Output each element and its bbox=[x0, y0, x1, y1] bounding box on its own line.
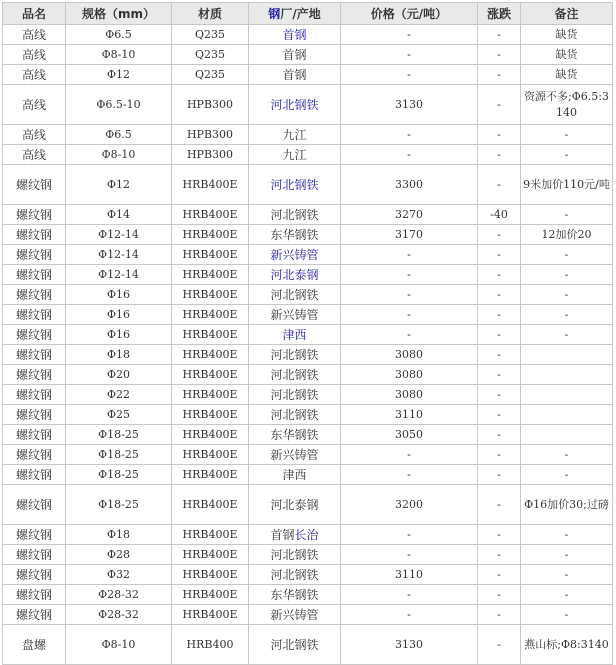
cell-spec: Φ16 bbox=[66, 285, 172, 305]
cell-name: 螺纹钢 bbox=[3, 605, 66, 625]
cell-note: - bbox=[521, 205, 613, 225]
cell-name: 盘螺 bbox=[3, 625, 66, 665]
cell-name: 螺纹钢 bbox=[3, 285, 66, 305]
cell-material: HRB400E bbox=[172, 565, 249, 585]
cell-change: - bbox=[478, 265, 521, 285]
cell-change: - bbox=[478, 625, 521, 665]
table-row bbox=[3, 265, 613, 285]
cell-material: HRB400E bbox=[172, 285, 249, 305]
cell-mill: 河北钢铁 bbox=[249, 205, 341, 225]
table-row bbox=[3, 25, 613, 45]
cell-material: HRB400E bbox=[172, 465, 249, 485]
table-row bbox=[3, 385, 613, 405]
cell-spec: Φ8-10 bbox=[66, 625, 172, 665]
cell-note: 资源不多;Φ6.5:3140 bbox=[521, 85, 613, 125]
cell-spec: Φ16 bbox=[66, 305, 172, 325]
cell-mill: 东华钢铁 bbox=[249, 425, 341, 445]
cell-note: - bbox=[521, 585, 613, 605]
cell-mill: 河北钢铁 bbox=[249, 545, 341, 565]
cell-material: HRB400E bbox=[172, 385, 249, 405]
cell-spec: Φ18-25 bbox=[66, 465, 172, 485]
cell-material: HRB400E bbox=[172, 165, 249, 205]
cell-name: 螺纹钢 bbox=[3, 325, 66, 345]
cell-name: 螺纹钢 bbox=[3, 585, 66, 605]
cell-price: - bbox=[341, 265, 478, 285]
cell-mill: 新兴铸管 bbox=[249, 245, 341, 265]
cell-name: 螺纹钢 bbox=[3, 365, 66, 385]
cell-note: - bbox=[521, 285, 613, 305]
cell-note bbox=[521, 425, 613, 445]
cell-price: 3050 bbox=[341, 425, 478, 445]
cell-spec: Φ18 bbox=[66, 525, 172, 545]
cell-price: 3080 bbox=[341, 385, 478, 405]
cell-name: 螺纹钢 bbox=[3, 345, 66, 365]
cell-name: 螺纹钢 bbox=[3, 305, 66, 325]
cell-spec: Φ12 bbox=[66, 165, 172, 205]
cell-note: - bbox=[521, 525, 613, 545]
cell-price: - bbox=[341, 65, 478, 85]
cell-change: - bbox=[478, 345, 521, 365]
cell-change: - bbox=[478, 225, 521, 245]
cell-mill: 河北钢铁 bbox=[249, 625, 341, 665]
cell-name: 高线 bbox=[3, 25, 66, 45]
cell-spec: Φ6.5-10 bbox=[66, 85, 172, 125]
cell-change: - bbox=[478, 605, 521, 625]
table-row bbox=[3, 205, 613, 225]
cell-name: 螺纹钢 bbox=[3, 265, 66, 285]
cell-note: 缺货 bbox=[521, 25, 613, 45]
cell-material: HRB400E bbox=[172, 585, 249, 605]
cell-name: 螺纹钢 bbox=[3, 205, 66, 225]
table-row bbox=[3, 165, 613, 205]
table-row bbox=[3, 565, 613, 585]
cell-change: - bbox=[478, 145, 521, 165]
cell-note: Φ16加价30;过磅 bbox=[521, 485, 613, 525]
cell-material: HRB400E bbox=[172, 405, 249, 425]
cell-spec: Φ20 bbox=[66, 365, 172, 385]
cell-spec: Φ6.5 bbox=[66, 25, 172, 45]
cell-note: 12加价20 bbox=[521, 225, 613, 245]
cell-note: - bbox=[521, 145, 613, 165]
cell-price: 3130 bbox=[341, 85, 478, 125]
cell-name: 高线 bbox=[3, 145, 66, 165]
cell-price: 3080 bbox=[341, 345, 478, 365]
cell-change: - bbox=[478, 125, 521, 145]
cell-price: 3110 bbox=[341, 565, 478, 585]
cell-mill: 新兴铸管 bbox=[249, 605, 341, 625]
cell-change: - bbox=[478, 385, 521, 405]
header-price: 价格（元/吨） bbox=[341, 3, 478, 25]
table-row bbox=[3, 465, 613, 485]
cell-mill: 河北钢铁 bbox=[249, 85, 341, 125]
cell-change: - bbox=[478, 445, 521, 465]
cell-note: 缺货 bbox=[521, 45, 613, 65]
header-name: 品名 bbox=[3, 3, 66, 25]
cell-name: 螺纹钢 bbox=[3, 445, 66, 465]
cell-note: - bbox=[521, 125, 613, 145]
cell-name: 高线 bbox=[3, 85, 66, 125]
cell-mill: 东华钢铁 bbox=[249, 225, 341, 245]
cell-change: - bbox=[478, 565, 521, 585]
header-change: 涨跌 bbox=[478, 3, 521, 25]
cell-mill: 河北泰钢 bbox=[249, 485, 341, 525]
cell-price: - bbox=[341, 525, 478, 545]
cell-name: 螺纹钢 bbox=[3, 385, 66, 405]
cell-price: - bbox=[341, 145, 478, 165]
cell-name: 高线 bbox=[3, 125, 66, 145]
cell-material: HRB400E bbox=[172, 325, 249, 345]
cell-note bbox=[521, 365, 613, 385]
cell-price: - bbox=[341, 325, 478, 345]
cell-spec: Φ12-14 bbox=[66, 245, 172, 265]
cell-mill: 首钢 bbox=[249, 25, 341, 45]
cell-mill-part-b: 长治 bbox=[294, 527, 319, 542]
table-row bbox=[3, 365, 613, 385]
cell-name: 螺纹钢 bbox=[3, 405, 66, 425]
cell-change: - bbox=[478, 65, 521, 85]
cell-change: - bbox=[478, 325, 521, 345]
cell-mill: 新兴铸管 bbox=[249, 305, 341, 325]
cell-note: - bbox=[521, 325, 613, 345]
cell-change: - bbox=[478, 365, 521, 385]
table-row bbox=[3, 445, 613, 465]
cell-mill: 河北钢铁 bbox=[249, 565, 341, 585]
table-row bbox=[3, 425, 613, 445]
cell-name: 螺纹钢 bbox=[3, 245, 66, 265]
cell-note: - bbox=[521, 605, 613, 625]
table-row bbox=[3, 145, 613, 165]
table-row bbox=[3, 345, 613, 365]
header-material: 材质 bbox=[172, 3, 249, 25]
cell-spec: Φ18-25 bbox=[66, 485, 172, 525]
cell-spec: Φ16 bbox=[66, 325, 172, 345]
cell-mill: 津西 bbox=[249, 325, 341, 345]
cell-note: 9米加价110元/吨 bbox=[521, 165, 613, 205]
cell-change: - bbox=[478, 285, 521, 305]
cell-name: 螺纹钢 bbox=[3, 485, 66, 525]
cell-spec: Φ32 bbox=[66, 565, 172, 585]
cell-material: HRB400 bbox=[172, 625, 249, 665]
cell-name: 螺纹钢 bbox=[3, 165, 66, 205]
cell-change: - bbox=[478, 545, 521, 565]
table-row bbox=[3, 325, 613, 345]
cell-material: Q235 bbox=[172, 45, 249, 65]
cell-mill: 九江 bbox=[249, 145, 341, 165]
cell-name: 螺纹钢 bbox=[3, 225, 66, 245]
table-row bbox=[3, 485, 613, 525]
cell-material: HRB400E bbox=[172, 605, 249, 625]
cell-note: - bbox=[521, 445, 613, 465]
cell-price: 3200 bbox=[341, 485, 478, 525]
cell-material: HRB400E bbox=[172, 445, 249, 465]
header-spec: 规格（mm） bbox=[66, 3, 172, 25]
cell-mill: 津西 bbox=[249, 465, 341, 485]
cell-spec: Φ28-32 bbox=[66, 585, 172, 605]
cell-change: - bbox=[478, 165, 521, 205]
cell-spec: Φ6.5 bbox=[66, 125, 172, 145]
cell-name: 螺纹钢 bbox=[3, 425, 66, 445]
cell-material: HPB300 bbox=[172, 145, 249, 165]
table-row bbox=[3, 225, 613, 245]
cell-name: 高线 bbox=[3, 65, 66, 85]
table-row bbox=[3, 405, 613, 425]
cell-mill: 河北钢铁 bbox=[249, 285, 341, 305]
cell-change: - bbox=[478, 305, 521, 325]
cell-price: - bbox=[341, 605, 478, 625]
cell-material: HRB400E bbox=[172, 485, 249, 525]
cell-mill bbox=[249, 525, 341, 545]
cell-price: 3080 bbox=[341, 365, 478, 385]
cell-note: 燕山标;Φ8:3140 bbox=[521, 625, 613, 665]
cell-price: - bbox=[341, 125, 478, 145]
cell-price: 3170 bbox=[341, 225, 478, 245]
cell-material: HRB400E bbox=[172, 545, 249, 565]
header-note: 备注 bbox=[521, 3, 613, 25]
cell-name: 螺纹钢 bbox=[3, 465, 66, 485]
cell-note bbox=[521, 385, 613, 405]
cell-spec: Φ22 bbox=[66, 385, 172, 405]
cell-note bbox=[521, 405, 613, 425]
cell-mill: 河北钢铁 bbox=[249, 385, 341, 405]
cell-mill: 首钢 bbox=[249, 65, 341, 85]
table-row bbox=[3, 625, 613, 665]
cell-spec: Φ18-25 bbox=[66, 425, 172, 445]
cell-price: - bbox=[341, 285, 478, 305]
table-row bbox=[3, 85, 613, 125]
cell-material: HRB400E bbox=[172, 365, 249, 385]
cell-name: 螺纹钢 bbox=[3, 565, 66, 585]
cell-material: HRB400E bbox=[172, 265, 249, 285]
cell-change: - bbox=[478, 85, 521, 125]
cell-spec: Φ14 bbox=[66, 205, 172, 225]
cell-material: Q235 bbox=[172, 65, 249, 85]
cell-note: 缺货 bbox=[521, 65, 613, 85]
cell-price: 3110 bbox=[341, 405, 478, 425]
cell-material: HRB400E bbox=[172, 525, 249, 545]
cell-note: - bbox=[521, 265, 613, 285]
cell-spec: Φ12 bbox=[66, 65, 172, 85]
cell-note: - bbox=[521, 545, 613, 565]
cell-change: - bbox=[478, 425, 521, 445]
table-row bbox=[3, 245, 613, 265]
cell-change: - bbox=[478, 585, 521, 605]
cell-spec: Φ28 bbox=[66, 545, 172, 565]
cell-name: 螺纹钢 bbox=[3, 545, 66, 565]
cell-price: - bbox=[341, 585, 478, 605]
cell-change: - bbox=[478, 25, 521, 45]
table-row bbox=[3, 45, 613, 65]
cell-change: - bbox=[478, 45, 521, 65]
cell-change: -40 bbox=[478, 205, 521, 225]
cell-change: - bbox=[478, 245, 521, 265]
table-row bbox=[3, 545, 613, 565]
cell-price: - bbox=[341, 245, 478, 265]
cell-material: HPB300 bbox=[172, 125, 249, 145]
cell-change: - bbox=[478, 485, 521, 525]
cell-material: HRB400E bbox=[172, 305, 249, 325]
cell-note bbox=[521, 345, 613, 365]
cell-material: HRB400E bbox=[172, 205, 249, 225]
header-mill-part-a: 钢 bbox=[268, 6, 281, 21]
cell-price: 3130 bbox=[341, 625, 478, 665]
cell-note: - bbox=[521, 245, 613, 265]
header-mill bbox=[249, 3, 341, 25]
header-mill-part-b: 厂/产地 bbox=[280, 6, 321, 21]
cell-note: - bbox=[521, 565, 613, 585]
cell-mill: 河北钢铁 bbox=[249, 345, 341, 365]
cell-price: - bbox=[341, 465, 478, 485]
cell-spec: Φ28-32 bbox=[66, 605, 172, 625]
cell-price: 3270 bbox=[341, 205, 478, 225]
cell-change: - bbox=[478, 405, 521, 425]
table-row bbox=[3, 525, 613, 545]
cell-material: HRB400E bbox=[172, 425, 249, 445]
cell-mill: 河北钢铁 bbox=[249, 365, 341, 385]
cell-change: - bbox=[478, 465, 521, 485]
cell-spec: Φ18 bbox=[66, 345, 172, 365]
cell-spec: Φ8-10 bbox=[66, 45, 172, 65]
cell-note: - bbox=[521, 305, 613, 325]
cell-name: 高线 bbox=[3, 45, 66, 65]
table-row bbox=[3, 285, 613, 305]
cell-spec: Φ18-25 bbox=[66, 445, 172, 465]
cell-mill: 河北钢铁 bbox=[249, 165, 341, 205]
cell-price: - bbox=[341, 445, 478, 465]
table-row bbox=[3, 65, 613, 85]
cell-price: - bbox=[341, 25, 478, 45]
cell-material: Q235 bbox=[172, 25, 249, 45]
cell-material: HRB400E bbox=[172, 225, 249, 245]
header-row bbox=[3, 3, 613, 25]
cell-spec: Φ12-14 bbox=[66, 225, 172, 245]
cell-price: 3300 bbox=[341, 165, 478, 205]
cell-mill: 九江 bbox=[249, 125, 341, 145]
cell-mill: 东华钢铁 bbox=[249, 585, 341, 605]
cell-material: HRB400E bbox=[172, 345, 249, 365]
cell-material: HRB400E bbox=[172, 245, 249, 265]
cell-spec: Φ25 bbox=[66, 405, 172, 425]
table-row bbox=[3, 125, 613, 145]
cell-price: - bbox=[341, 305, 478, 325]
table-row bbox=[3, 585, 613, 605]
cell-mill: 河北泰钢 bbox=[249, 265, 341, 285]
cell-price: - bbox=[341, 45, 478, 65]
cell-change: - bbox=[478, 525, 521, 545]
cell-material: HPB300 bbox=[172, 85, 249, 125]
cell-mill-part-a: 首钢 bbox=[270, 527, 295, 542]
table-row bbox=[3, 305, 613, 325]
cell-mill: 新兴铸管 bbox=[249, 445, 341, 465]
cell-spec: Φ12-14 bbox=[66, 265, 172, 285]
cell-name: 螺纹钢 bbox=[3, 525, 66, 545]
table-row bbox=[3, 605, 613, 625]
cell-price: - bbox=[341, 545, 478, 565]
cell-spec: Φ8-10 bbox=[66, 145, 172, 165]
cell-mill: 河北钢铁 bbox=[249, 405, 341, 425]
cell-note: - bbox=[521, 465, 613, 485]
cell-mill: 首钢 bbox=[249, 45, 341, 65]
price-table bbox=[2, 2, 613, 665]
